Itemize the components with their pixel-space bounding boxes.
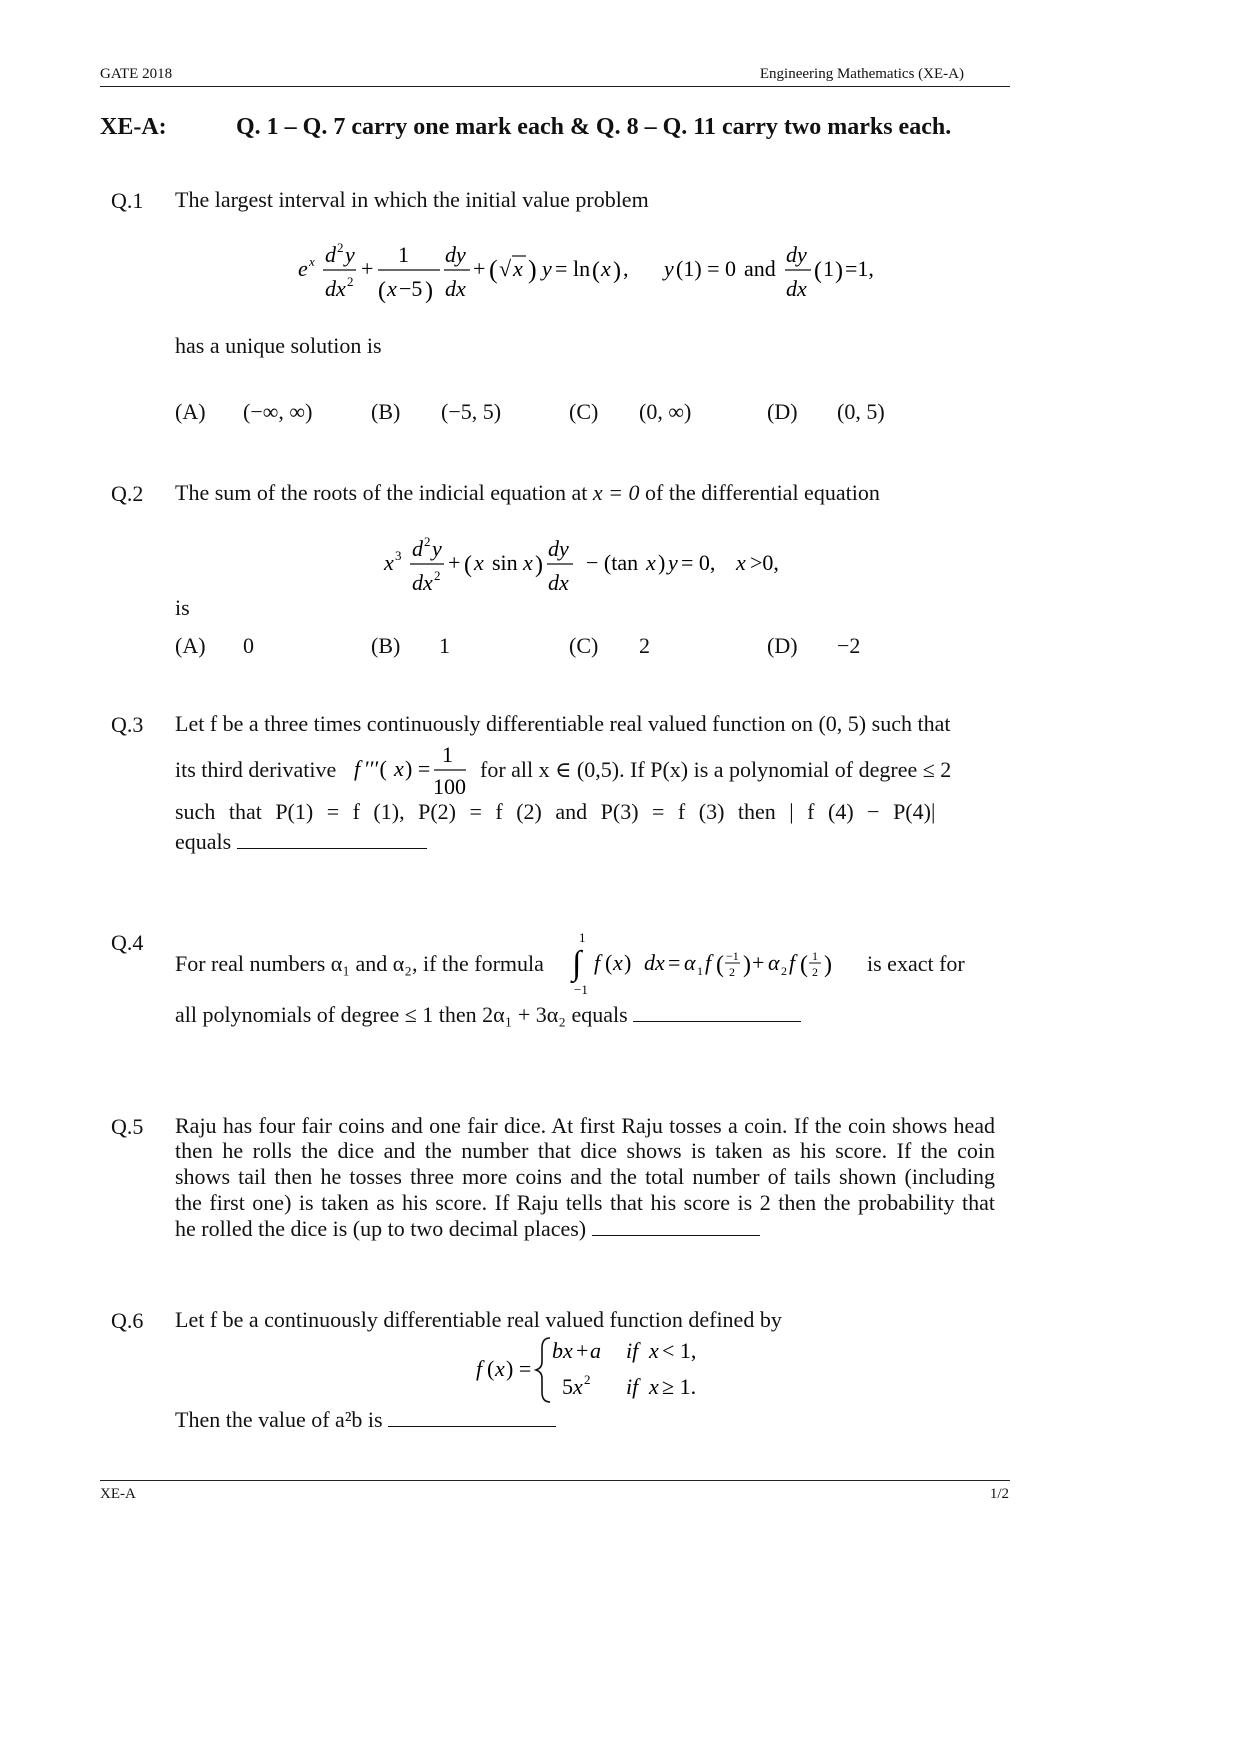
svg-text:(: ( [378,278,386,304]
svg-text:+: + [752,950,765,975]
svg-text:f: f [705,950,712,975]
q2-stem [175,479,880,507]
svg-text:2: 2 [584,1372,591,1387]
svg-text:f: f [789,950,796,975]
svg-text:): ) [658,550,666,575]
svg-text:√: √ [499,256,512,281]
svg-text:if: if [626,1338,639,1363]
q6-piecewise-function [472,1332,712,1404]
svg-text:>0,: >0, [750,550,779,575]
svg-text:): ) [743,952,751,978]
q4-answer-blank[interactable] [633,1001,801,1022]
q3-line2-post: for all x ∈ (0,5). If P(x) is a polynomial of degree ≤ 2 [480,757,952,782]
q2-option-a-value: 0 [243,633,254,658]
q5-answer-blank[interactable] [592,1215,760,1236]
svg-text:2: 2 [337,240,344,255]
svg-text:f: f [594,950,601,975]
svg-text:dy: dy [445,242,466,267]
q2-option-b-label[interactable]: (B) [371,633,401,658]
svg-text:= 0,: = 0, [681,550,716,575]
svg-text:(: ( [489,255,498,284]
svg-text:e: e [298,256,308,281]
q5-line3: shows tail then he tosses three more coins and the total number of tails shown (including [175,1164,995,1189]
svg-text:3: 3 [395,548,402,563]
svg-text:ln: ln [573,256,591,281]
svg-text:f: f [476,1356,483,1381]
q4-integral-formula [568,928,864,998]
svg-text:d: d [412,536,423,561]
svg-text:(: ( [592,258,600,284]
svg-text:x: x [646,550,656,575]
svg-text:< 1,: < 1, [662,1338,697,1363]
q2-option-b-value: 1 [439,633,450,658]
svg-text:(: ( [605,950,613,975]
svg-text:,: , [623,256,629,281]
svg-text:′′′(: ′′′( [365,756,387,781]
footer-rule [100,1480,1010,1481]
svg-text:+: + [576,1338,589,1363]
q2-option-c-label[interactable]: (C) [569,633,599,658]
q4-equals-label: all polynomials of degree ≤ 1 then 2α₁ + 3α₂ equals [175,1002,628,1027]
svg-text:2: 2 [434,568,441,583]
q3-third-derivative [352,740,474,800]
svg-text:1: 1 [398,242,409,267]
q4-line1-pre: For real numbers α₁ and α₂, if the formula [175,951,544,976]
svg-text:): ) [613,258,621,284]
svg-text:x: x [387,276,397,301]
svg-text:x: x [474,550,484,575]
q6-number: Q.6 [111,1308,144,1333]
svg-text:x: x [309,254,315,269]
svg-text:1: 1 [697,964,703,978]
svg-text:2: 2 [781,964,787,978]
svg-text:y: y [668,550,678,575]
svg-text:∫: ∫ [572,945,582,982]
q3-line2-pre: its third derivative [175,757,337,782]
q3-line4 [175,828,427,856]
svg-text:1: 1 [579,930,586,945]
q4-number: Q.4 [111,930,144,955]
svg-text:2: 2 [729,965,735,979]
svg-text:): ) [425,278,433,304]
q5-number: Q.5 [111,1114,144,1139]
q3-equals-label: equals [175,829,232,854]
svg-text:y: y [664,256,674,281]
svg-text:(: ( [487,1356,495,1381]
svg-text:f: f [354,756,361,781]
q1-tail: has a unique solution is [175,333,382,358]
q3-frac-den: 100 [433,774,466,799]
svg-text:dy: dy [548,536,569,561]
svg-text:−1: −1 [726,949,739,963]
header-rule [100,86,1010,87]
q4-line2 [175,1001,801,1029]
q2-equation [378,530,808,600]
svg-text:+: + [473,256,486,281]
svg-text:α: α [768,950,780,975]
q2-number: Q.2 [111,481,144,506]
svg-text:a: a [590,1338,601,1363]
svg-text:α: α [684,950,696,975]
q2-option-c-value: 2 [639,633,650,658]
svg-text:− (tan: − (tan [586,550,639,575]
svg-text:2: 2 [812,965,818,979]
svg-text:(: ( [716,952,724,978]
footer-code: XE-A [100,1486,136,1502]
q1-option-b-label[interactable]: (B) [371,399,401,424]
svg-text:x: x [394,756,404,781]
svg-text:): ) [535,552,543,578]
q2-option-a-label[interactable]: (A) [175,633,206,658]
svg-text:(1) = 0: (1) = 0 [676,256,737,281]
q6-answer-blank[interactable] [388,1406,556,1427]
q1-option-d-value: (0, 5) [837,399,885,424]
svg-text:dx: dx [644,950,665,975]
svg-text:): ) [835,258,843,284]
svg-text:5: 5 [562,1374,573,1399]
svg-text:2: 2 [347,274,354,289]
svg-text:): ) [824,952,832,978]
svg-text:d: d [325,242,336,267]
svg-text:(: ( [814,258,822,284]
q1-option-c-value: (0, ∞) [639,399,692,424]
svg-text:) =: ) = [506,1356,532,1381]
svg-text:x: x [613,950,623,975]
svg-text:if: if [626,1374,639,1399]
q2-option-d-value: −2 [837,633,861,658]
svg-text:y: y [542,256,552,281]
q1-option-b-value: (−5, 5) [441,399,502,424]
svg-text:1: 1 [823,256,834,281]
q3-line3: such that P(1) = f (1), P(2) = f (2) and P(3) = f (3) then | f (4) − P(4)| [175,799,936,824]
q5-line1: Raju has four fair coins and one fair dice. At first Raju tosses a coin. If the coin shows head [175,1113,995,1138]
q1-stem: The largest interval in which the initial value problem [175,187,649,212]
svg-text:2: 2 [424,534,431,549]
svg-text:x: x [649,1374,659,1399]
svg-text:+: + [361,256,374,281]
q3-number: Q.3 [111,712,144,737]
svg-text:): ) [528,255,537,284]
section-code: XE-A: [100,114,167,140]
svg-text:−5: −5 [399,276,423,301]
svg-text:x: x [513,256,523,281]
svg-text:≥ 1.: ≥ 1. [662,1374,697,1399]
svg-text:y: y [432,536,442,561]
svg-text:=: = [555,256,568,281]
q2-stem-math: x = 0 [592,480,640,505]
header-paper: Engineering Mathematics (XE-A) [759,66,964,82]
q1-equation [290,234,890,306]
q5-line4: the first one) is taken as his score. If Raju tells that his score is 2 then the probability that [175,1190,995,1215]
svg-text:(: ( [800,952,808,978]
svg-text:=1,: =1, [845,256,874,281]
svg-text:1: 1 [812,949,818,963]
svg-text:x: x [495,1356,505,1381]
q3-answer-blank[interactable] [237,828,427,849]
q1-option-a-label[interactable]: (A) [175,399,206,424]
svg-text:dx: dx [786,276,807,301]
svg-text:x: x [601,256,611,281]
q3-line1: Let f be a three times continuously differentiable real valued function on (0, 5) such that [175,711,951,736]
q1-option-c-label[interactable]: (C) [569,399,599,424]
svg-text:x: x [649,1338,659,1363]
svg-text:): ) [624,950,632,975]
q5-line2: then he rolls the dice and the number that dice shows is taken as his score. If the coin [175,1138,995,1163]
section-marks-note: Q. 1 – Q. 7 carry one mark each & Q. 8 – Q. 11 carry two marks each. [236,114,952,140]
svg-text:dx: dx [412,570,433,595]
q3-frac-num: 1 [442,742,453,767]
q2-stem-pre: The sum of the roots of the indicial equation at [175,480,588,505]
svg-text:(: ( [464,552,472,578]
q6-tail [175,1406,556,1434]
q5-line5 [175,1215,760,1243]
svg-text:y: y [345,242,355,267]
svg-text:) =: ) = [405,756,431,781]
svg-text:−1: −1 [574,982,588,997]
svg-text:dx: dx [325,276,346,301]
q2-stem-post: of the differential equation [645,480,880,505]
q2-tail: is [175,595,190,620]
page-number: 1/2 [989,1486,1009,1502]
svg-text:dy: dy [786,242,807,267]
svg-text:dx: dx [445,276,466,301]
q1-option-a-value: (−∞, ∞) [243,399,313,424]
svg-text:sin: sin [492,550,518,575]
q2-option-d-label[interactable]: (D) [767,633,798,658]
svg-text:x: x [384,550,394,575]
q6-stem: Let f be a continuously differentiable real valued function defined by [175,1307,782,1332]
svg-text:+: + [448,550,461,575]
svg-text:x: x [736,550,746,575]
header-exam: GATE 2018 [100,66,173,82]
q6-question: Then the value of a²b is [175,1407,383,1432]
svg-text:x: x [573,1374,583,1399]
svg-text:bx: bx [552,1338,573,1363]
q1-number: Q.1 [111,188,144,213]
q1-option-d-label[interactable]: (D) [767,399,798,424]
svg-text:dx: dx [548,570,569,595]
q5-last-line: he rolled the dice is (up to two decimal places) [175,1216,587,1241]
svg-text:and: and [744,256,776,281]
q4-line1-post: is exact for [867,951,965,976]
svg-text:x: x [523,550,533,575]
svg-text:=: = [668,950,681,975]
